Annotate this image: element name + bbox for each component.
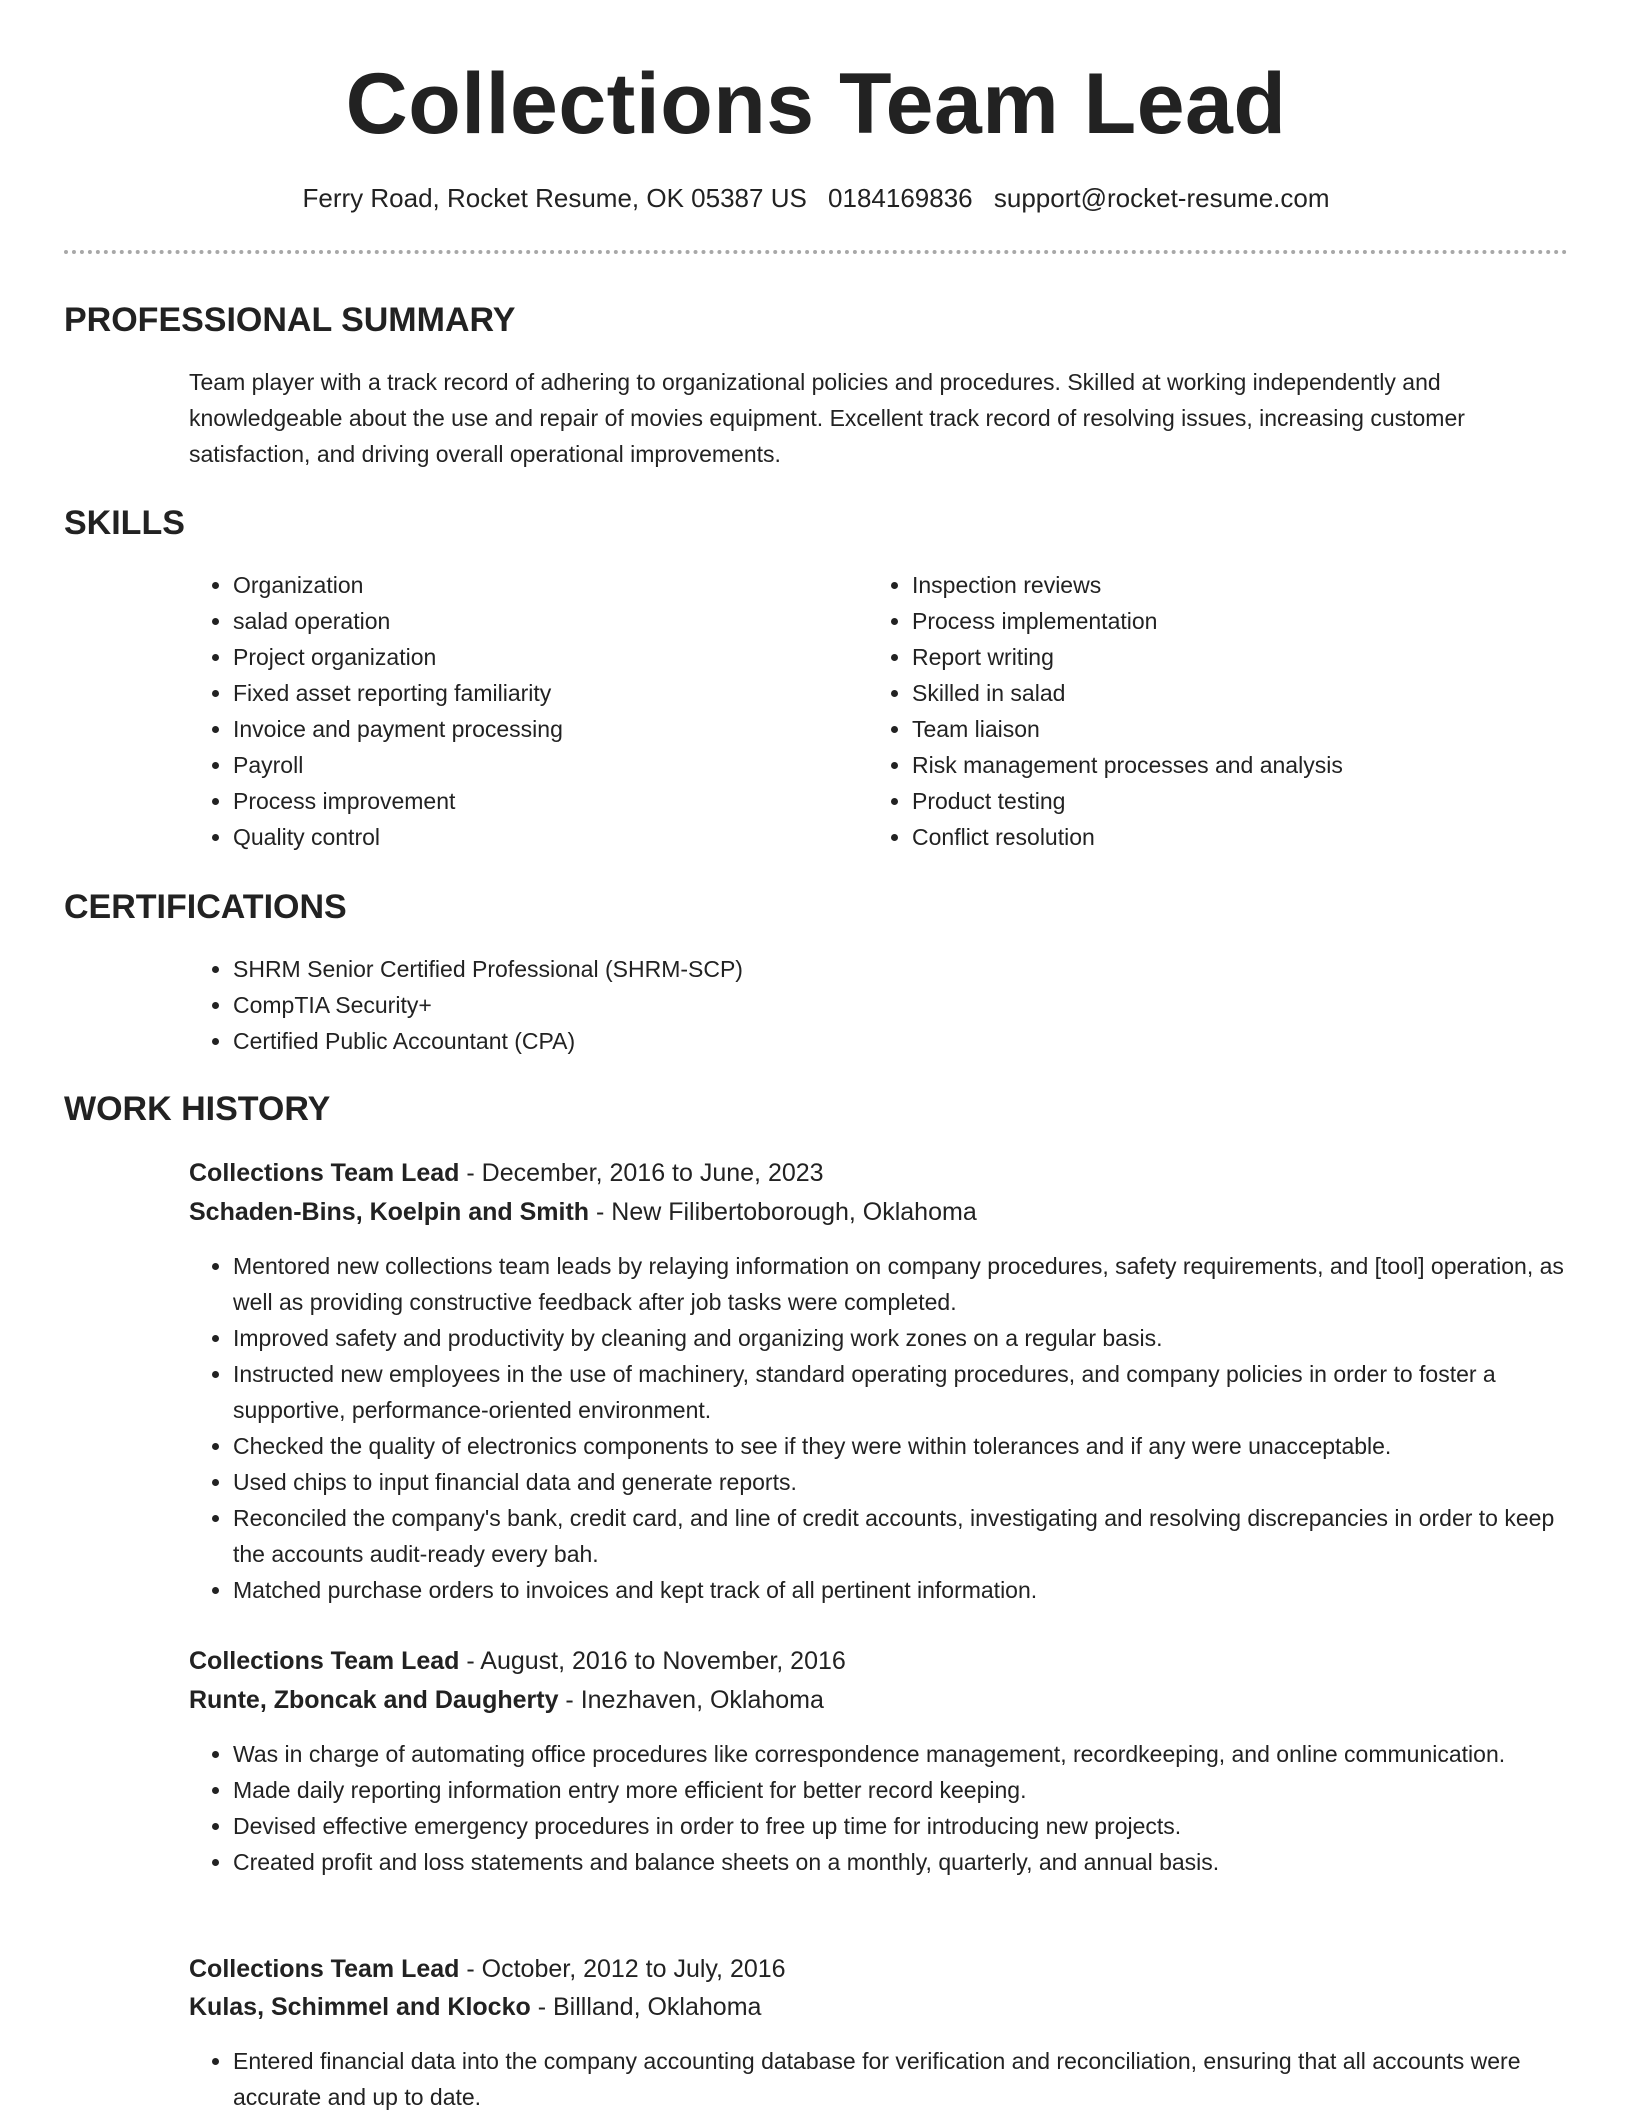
skill-item: • Product testing	[912, 783, 1602, 819]
job-bullet: • Improved safety and productivity by cleaning and organizing work zones on a regular basis.	[233, 1320, 1575, 1356]
certification-item: • CompTIA Security+	[233, 987, 1533, 1023]
skill-item: • Inspection reviews	[912, 567, 1602, 603]
job-title-line	[189, 1951, 1559, 1987]
certifications-list	[189, 951, 1533, 1059]
job-role: Collections Team Lead	[189, 1955, 460, 1983]
skill-item: • Skilled in salad	[912, 675, 1602, 711]
skill-item: • Conflict resolution	[912, 819, 1602, 855]
skill-item: • Payroll	[233, 747, 873, 783]
job-bullet: • Devised effective emergency procedures in order to free up time for introducing new projects.	[233, 1808, 1575, 1844]
skill-item: • Process implementation	[912, 603, 1602, 639]
job-bullet: • Matched purchase orders to invoices and kept track of all pertinent information.	[233, 1572, 1575, 1608]
job-company-line	[189, 1682, 1559, 1718]
skill-item: • Quality control	[233, 819, 873, 855]
job-bullets	[189, 1736, 1575, 1880]
contact-email: support@rocket-resume.com	[993, 183, 1330, 213]
job-bullet: • Was in charge of automating office procedures like correspondence management, recordkeeping, and online communication.	[233, 1736, 1575, 1772]
contact-line	[0, 180, 1632, 216]
skills-list-left	[189, 567, 873, 855]
job-bullets	[189, 1248, 1575, 1608]
job-title-line	[189, 1643, 1559, 1679]
skill-item: • Invoice and payment processing	[233, 711, 873, 747]
skill-item: • Risk management processes and analysis	[912, 747, 1602, 783]
job-role: Collections Team Lead	[189, 1647, 460, 1675]
skills-heading: SKILLS	[64, 504, 185, 542]
job-company: Schaden-Bins, Koelpin and Smith	[189, 1198, 590, 1226]
job-role: Collections Team Lead	[189, 1159, 460, 1187]
job-dates: - August, 2016 to November, 2016	[459, 1647, 846, 1675]
job-bullets	[189, 2043, 1575, 2112]
job-title-line	[189, 1155, 1559, 1191]
job-bullet: • Entered financial data into the company accounting database for verification and reconciliation, ensuring that all accounts were accurate and up to date.	[233, 2043, 1575, 2112]
job-dates: - October, 2012 to July, 2016	[459, 1955, 786, 1983]
skill-item: • Fixed asset reporting familiarity	[233, 675, 873, 711]
certification-item: • SHRM Senior Certified Professional (SHRM-SCP)	[233, 951, 1533, 987]
skill-item: • Project organization	[233, 639, 873, 675]
skill-item: • salad operation	[233, 603, 873, 639]
job-location: - Billland, Oklahoma	[530, 1993, 762, 2021]
summary-heading: PROFESSIONAL SUMMARY	[64, 301, 516, 339]
job-dates: - December, 2016 to June, 2023	[459, 1159, 824, 1187]
skill-item: • Report writing	[912, 639, 1602, 675]
job-company: Kulas, Schimmel and Klocko	[189, 1993, 531, 2021]
header-divider	[64, 250, 1568, 254]
job-company-line	[189, 1194, 1559, 1230]
job-bullet: • Reconciled the company's bank, credit card, and line of credit accounts, investigating and resolving discrepancies in order to keep the accounts audit-ready every bah.	[233, 1500, 1575, 1572]
resume-name: Collections Team Lead	[345, 56, 1287, 152]
job-company: Runte, Zboncak and Daugherty	[189, 1686, 559, 1714]
job-location: - New Filibertoborough, Oklahoma	[589, 1198, 977, 1226]
contact-phone: 0184169836	[828, 183, 973, 213]
job-bullet: • Instructed new employees in the use of machinery, standard operating procedures, and company policies in order to foster a supportive, performance-oriented environment.	[233, 1356, 1575, 1428]
job-bullet: • Made daily reporting information entry more efficient for better record keeping.	[233, 1772, 1575, 1808]
work-history-heading: WORK HISTORY	[64, 1090, 331, 1128]
skill-item: • Organization	[233, 567, 873, 603]
certification-item: • Certified Public Accountant (CPA)	[233, 1023, 1533, 1059]
job-bullet: • Used chips to input financial data and generate reports.	[233, 1464, 1575, 1500]
contact-address: Ferry Road, Rocket Resume, OK 05387 US	[302, 183, 807, 213]
job-location: - Inezhaven, Oklahoma	[558, 1686, 824, 1714]
certifications-heading: CERTIFICATIONS	[64, 888, 347, 926]
summary-text: Team player with a track record of adhering to organizational policies and procedures. Skilled at working independently and knowledgeable about the use and repair of movies equipment. Excellent track record of resolving issues, increasing customer satisfaction, and driving overall operational improvements.	[189, 369, 1465, 467]
job-bullet: • Checked the quality of electronics components to see if they were within tolerances and if any were unacceptable.	[233, 1428, 1575, 1464]
job-company-line	[189, 1989, 1559, 2025]
skills-list-right	[868, 567, 1602, 855]
job-bullet: • Mentored new collections team leads by relaying information on company procedures, safety requirements, and [tool] operation, as well as providing constructive feedback after job tasks were completed.	[233, 1248, 1575, 1320]
skill-item: • Team liaison	[912, 711, 1602, 747]
job-bullet: • Created profit and loss statements and balance sheets on a monthly, quarterly, and annual basis.	[233, 1844, 1575, 1880]
skill-item: • Process improvement	[233, 783, 873, 819]
